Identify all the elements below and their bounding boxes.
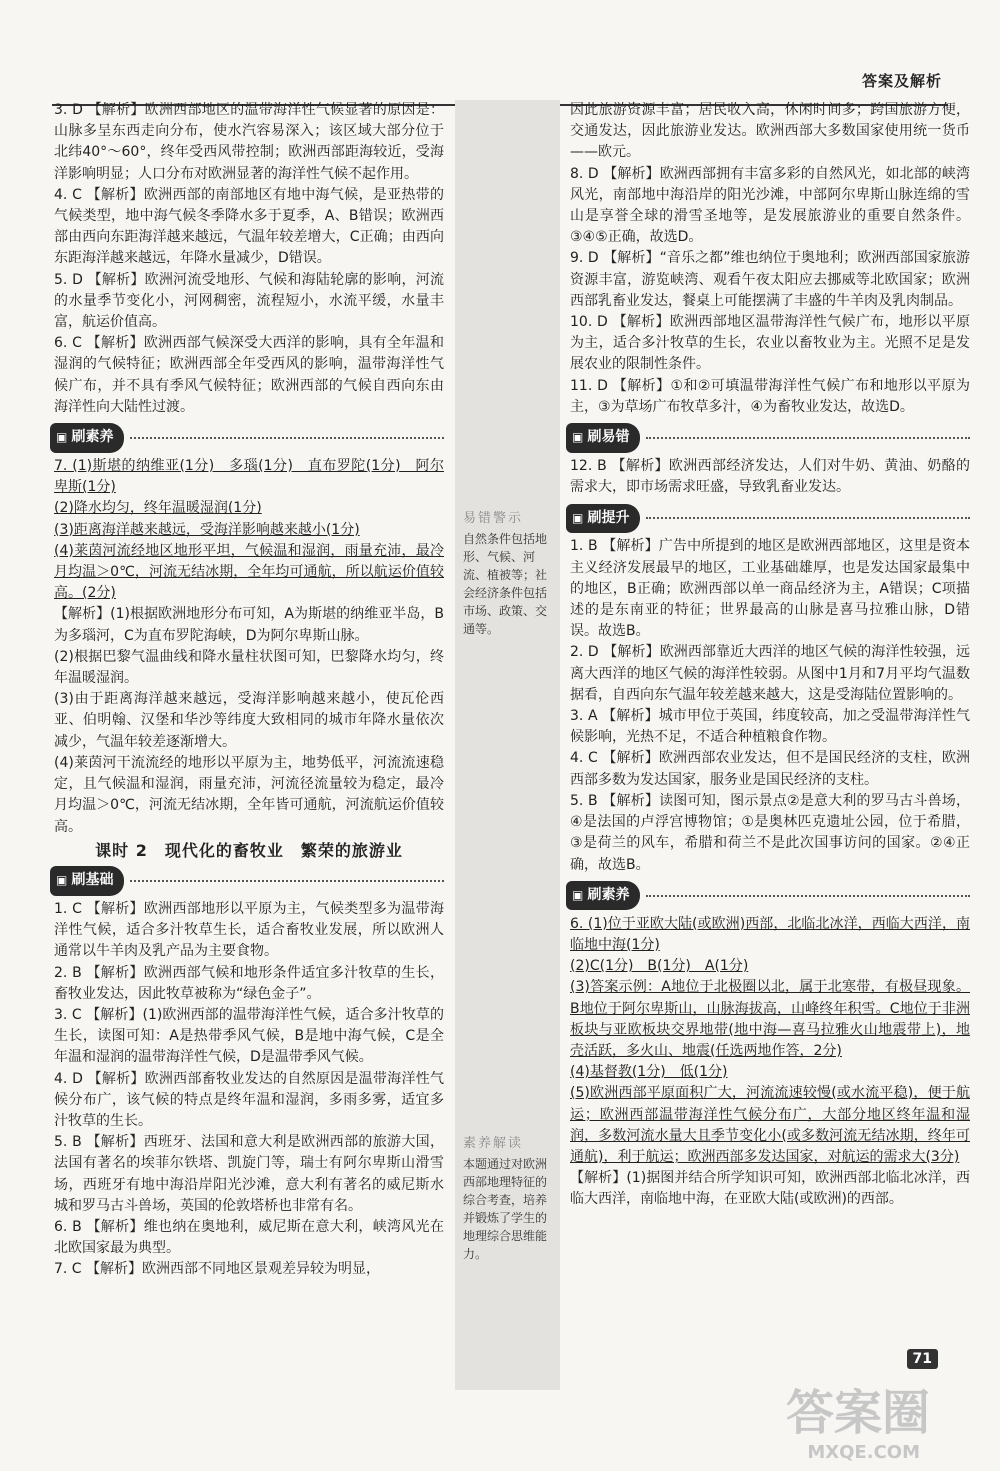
section-divider [130,880,444,882]
section-divider [130,437,444,439]
answer-item: 8. D 【解析】欧洲西部拥有丰富多彩的自然风光，如北部的峡湾风光，南部地中海沿岸的阳光沙滩，中部阿尔卑斯山脉连绵的雪山是享誉全球的滑雪圣地等，是发展旅游业的重要自然条件。③④⑤正确，故选D。 [570,165,970,246]
answer-item: 2. D 【解析】欧洲西部靠近大西洋的地区气候的海洋性较强，远离大西洋的地区气候的海洋性较弱。从图中1月和7月平均气温数据看，自西向东气温年较差越来越大，这是受海陆位置影响的。 [570,644,970,703]
sidebar-notes [455,100,560,1390]
section-divider [646,895,970,897]
answer-item: 1. C 【解析】欧洲西部地形以平原为主，气候类型多为温带海洋性气候，适合多汁牧草生长，适合畜牧业发展，所以欧洲人通常以牛羊肉及乳产品为主要食物。 [54,900,444,960]
answer-item: 6. B 【解析】维也纳在奥地利，威尼斯在意大利，峡湾风光在北欧国家最为典型。 [54,1218,444,1257]
answer-item: 9. D 【解析】“音乐之都”维也纳位于奥地利；欧洲西部国家旅游资源丰富，游览峡湾、观看午夜太阳应去挪威等北欧国家；欧洲西部乳畜业发达，餐桌上可能摆满了丰盛的牛羊肉及乳肉制品。 [570,250,970,309]
answer-item: 4. C 【解析】欧洲西部的南部地区有地中海气候，是亚热带的气候类型，地中海气候冬季降水多于夏季，A、B错误；欧洲西部由西向东距海洋越来越远，气温年较差增大，C正确；由西向东距海洋越来越远，年降水量减少，D错误。 [54,186,444,267]
section-header [566,882,970,910]
answer-item: (5)欧洲西部平原面积广大，河流流速较慢(或水流平稳)，便于航运；欧洲西部温带海洋性气候分布广，大部分地区终年温和湿润，多数河流水量大且季节变化小(或多数河流无结冰期，终年可通航)，利于航运；欧洲西部多发达国家，对航运的需求大(3分) [570,1085,970,1165]
side-note-title: 易错警示 [463,511,524,526]
section-badge: ▣ 刷素养 [50,423,124,452]
section-header [50,424,444,452]
section-header [50,867,444,895]
answer-item: (2)C(1分) B(1分) A(1分) [570,958,749,975]
answer-item: 6. (1)位于亚欧大陆(或欧洲)西部，北临北冰洋，西临大西洋，南临地中海(1分) [570,915,970,953]
answer-item: 1. B 【解析】广告中所提到的地区是欧洲西部地区，这里是资本主义经济发展最早的地区，工业基础雄厚，也是发达国家最集中的地区，B正确；欧洲西部以单一商品经济为主，A错误；C项描述的是东南亚的特征；世界最高的山脉是喜马拉雅山脉，D错误。故选B。 [570,538,970,640]
answer-item: 3. C 【解析】(1)欧洲西部的温带海洋性气候，适合多汁牧草的生长，读图可知：A是热带季风气候，B是地中海气候，C是全年温和湿润的温带海洋性气候，D是温带季风气候。 [54,1006,444,1066]
answer-item: (3)距离海洋越来越远，受海洋影响越来越小(1分) [54,521,360,538]
section-header [566,504,970,532]
section-badge: ▣ 刷提升 [566,504,640,533]
answer-item: 5. B 【解析】读图可知，图示景点②是意大利的罗马古斗兽场，④是法国的卢浮宫博物馆；①是奥林匹克遗址公园，位于希腊，③是荷兰的风车，希腊和荷兰不是此次国事访问的国家。②④正确，故选B。 [570,792,970,873]
watermark-logo: 答案圈 [785,1385,930,1441]
answer-item: (3)由于距离海洋越来越远，受海洋影响越来越小，使瓦伦西亚、伯明翰、汉堡和华沙等纬度大致相同的城市年降水量依次减少，气温年较差逐渐增大。 [54,691,444,750]
answer-item: 5. D 【解析】欧洲河流受地形、气候和海陆轮廓的影响，河流的水量季节变化小，河网稠密，流程短小，水流平缓，水量丰富，航运价值高。 [54,271,444,331]
answer-item: 7. C 【解析】欧洲西部不同地区景观差异较为明显， [54,1261,381,1278]
answer-item: 3. A 【解析】城市甲位于英国，纬度较高，加之受温带海洋性气候影响，光热不足，不适合种植粮食作物。 [570,708,970,746]
side-note-text: 自然条件包括地形、气候、河流、植被等；社会经济条件包括市场、政策、交通等。 [463,532,548,636]
section-badge: ▣ 刷易错 [566,423,640,452]
answer-item: (4)莱茵河干流流经的地形以平原为主，地势低平，河流流速稳定，且气候温和湿润，雨量充沛，河流径流量较为稳定，最冷月均温＞0℃，河流无结冰期，全年皆可通航，河流航运价值较高。 [54,754,444,835]
answer-item: (4)莱茵河流经地区地形平坦，气候温和湿润，雨量充沛，最冷月均温＞0℃，河流无结冰期，全年均可通航，所以航运价值较高。(2分) [54,542,444,602]
left-column [54,100,444,1281]
section-badge: ▣ 刷素养 [566,881,640,910]
answer-item: (2)降水均匀，终年温暖湿润(1分) [54,500,262,517]
section-header [566,424,970,452]
answer-item: 10. D 【解析】欧洲西部地区温带海洋性气候广布，地形以平原为主，适合多汁牧草的生长，农业以畜牧业为主。光照不足是发展农业的限制性条件。 [570,314,970,373]
side-note-title: 素养解读 [463,1136,524,1151]
answer-item: (2)根据巴黎气温曲线和降水量柱状图可知，巴黎降水均匀，终年温暖湿润。 [54,648,444,687]
answer-item: 3. D 【解析】欧洲西部地区的温带海洋性气候显著的原因是：山脉多呈东西走向分布，使水汽容易深入；该区域大部分位于北纬40°～60°，终年受西风带控制；欧洲西部距海较近，受海洋影响明显；人口分布对欧洲显著的海洋性气候不起作用。 [54,102,444,182]
section-badge: ▣ 刷基础 [50,866,124,895]
answer-item: 【解析】(1)根据欧洲地形分布可知，A为斯堪的纳维亚半岛，B为多瑙河，C为直布罗陀海峡，D为阿尔卑斯山脉。 [54,606,444,644]
side-note-errors [463,510,555,638]
section-divider [646,517,970,519]
answer-item: 4. C 【解析】欧洲西部农业发达，但不是国民经济的支柱，欧洲西部多数为发达国家，服务业是国民经济的支柱。 [570,750,970,788]
side-note-literacy [463,1135,555,1263]
answer-item: (3)答案示例：A地位于北极圈以北，属于北寒带，有极昼现象。B地位于阿尔卑斯山，山脉海拔高，山峰终年积雪。C地位于非洲板块与亚欧板块交界地带(地中海—喜马拉雅火山地震带上)，地壳活跃，多火山、地震(任选两地作答，2分) [570,979,970,1059]
answer-item: 2. B 【解析】欧洲西部气候和地形条件适宜多汁牧草的生长，畜牧业发达，因此牧草被称为“绿色金子”。 [54,964,444,1002]
watermark-url: MXQE.COM [807,1442,920,1463]
answer-item: 12. B 【解析】欧洲西部经济发达，人们对牛奶、黄油、奶酪的需求大，即市场需求旺盛，导致乳畜业发达。 [570,458,970,496]
right-column [570,100,970,1211]
page-number: 71 [907,1349,938,1369]
answer-item: 因此旅游资源丰富；居民收入高，休闲时间多；跨国旅游方便，交通发达，因此旅游业发达。欧洲西部大多数国家使用统一货币——欧元。 [570,102,970,161]
answer-item: 4. D 【解析】欧洲西部畜牧业发达的自然原因是温带海洋性气候分布广，该气候的特点是终年温和湿润，多雨多雾，适宜多汁牧草的生长。 [54,1070,444,1129]
answer-item: 5. B 【解析】西班牙、法国和意大利是欧洲西部的旅游大国，法国有著名的埃菲尔铁塔、凯旋门等，瑞士有阿尔卑斯山滑雪场，西班牙有地中海沿岸阳光沙滩，意大利有著名的威尼斯水城和罗马古斗兽场，英国的伦敦塔桥也非常有名。 [54,1134,444,1214]
lesson-title: 课时 2 现代化的畜牧业 繁荣的旅游业 [95,840,403,860]
header-title: 答案及解析 [861,72,942,90]
answer-item: 【解析】(1)据图并结合所学知识可知，欧洲西部北临北冰洋，西临大西洋，南临地中海，在亚欧大陆(或欧洲)的西部。 [570,1170,970,1208]
answer-item: 11. D 【解析】①和②可填温带海洋性气候广布和地形以平原为主，③为草场广布牧草多汁，④为畜牧业发达，故选D。 [570,377,970,415]
answer-item: 7. (1)斯堪的纳维亚(1分) 多瑙(1分) 直布罗陀(1分) 阿尔卑斯(1分) [54,458,444,496]
answer-item: (4)基督教(1分) 低(1分) [570,1064,728,1081]
section-divider [646,437,970,439]
side-note-text: 本题通过对欧洲西部地理特征的综合考查，培养并锻炼了学生的地理综合思维能力。 [463,1157,548,1261]
answer-item: 6. C 【解析】欧洲西部气候深受大西洋的影响，具有全年温和湿润的气候特征；欧洲西部全年受西风的影响，温带海洋性气候广布，并不具有季风气候特征；欧洲西部的气候自西向东由海洋性向大陆性过渡。 [54,335,444,415]
